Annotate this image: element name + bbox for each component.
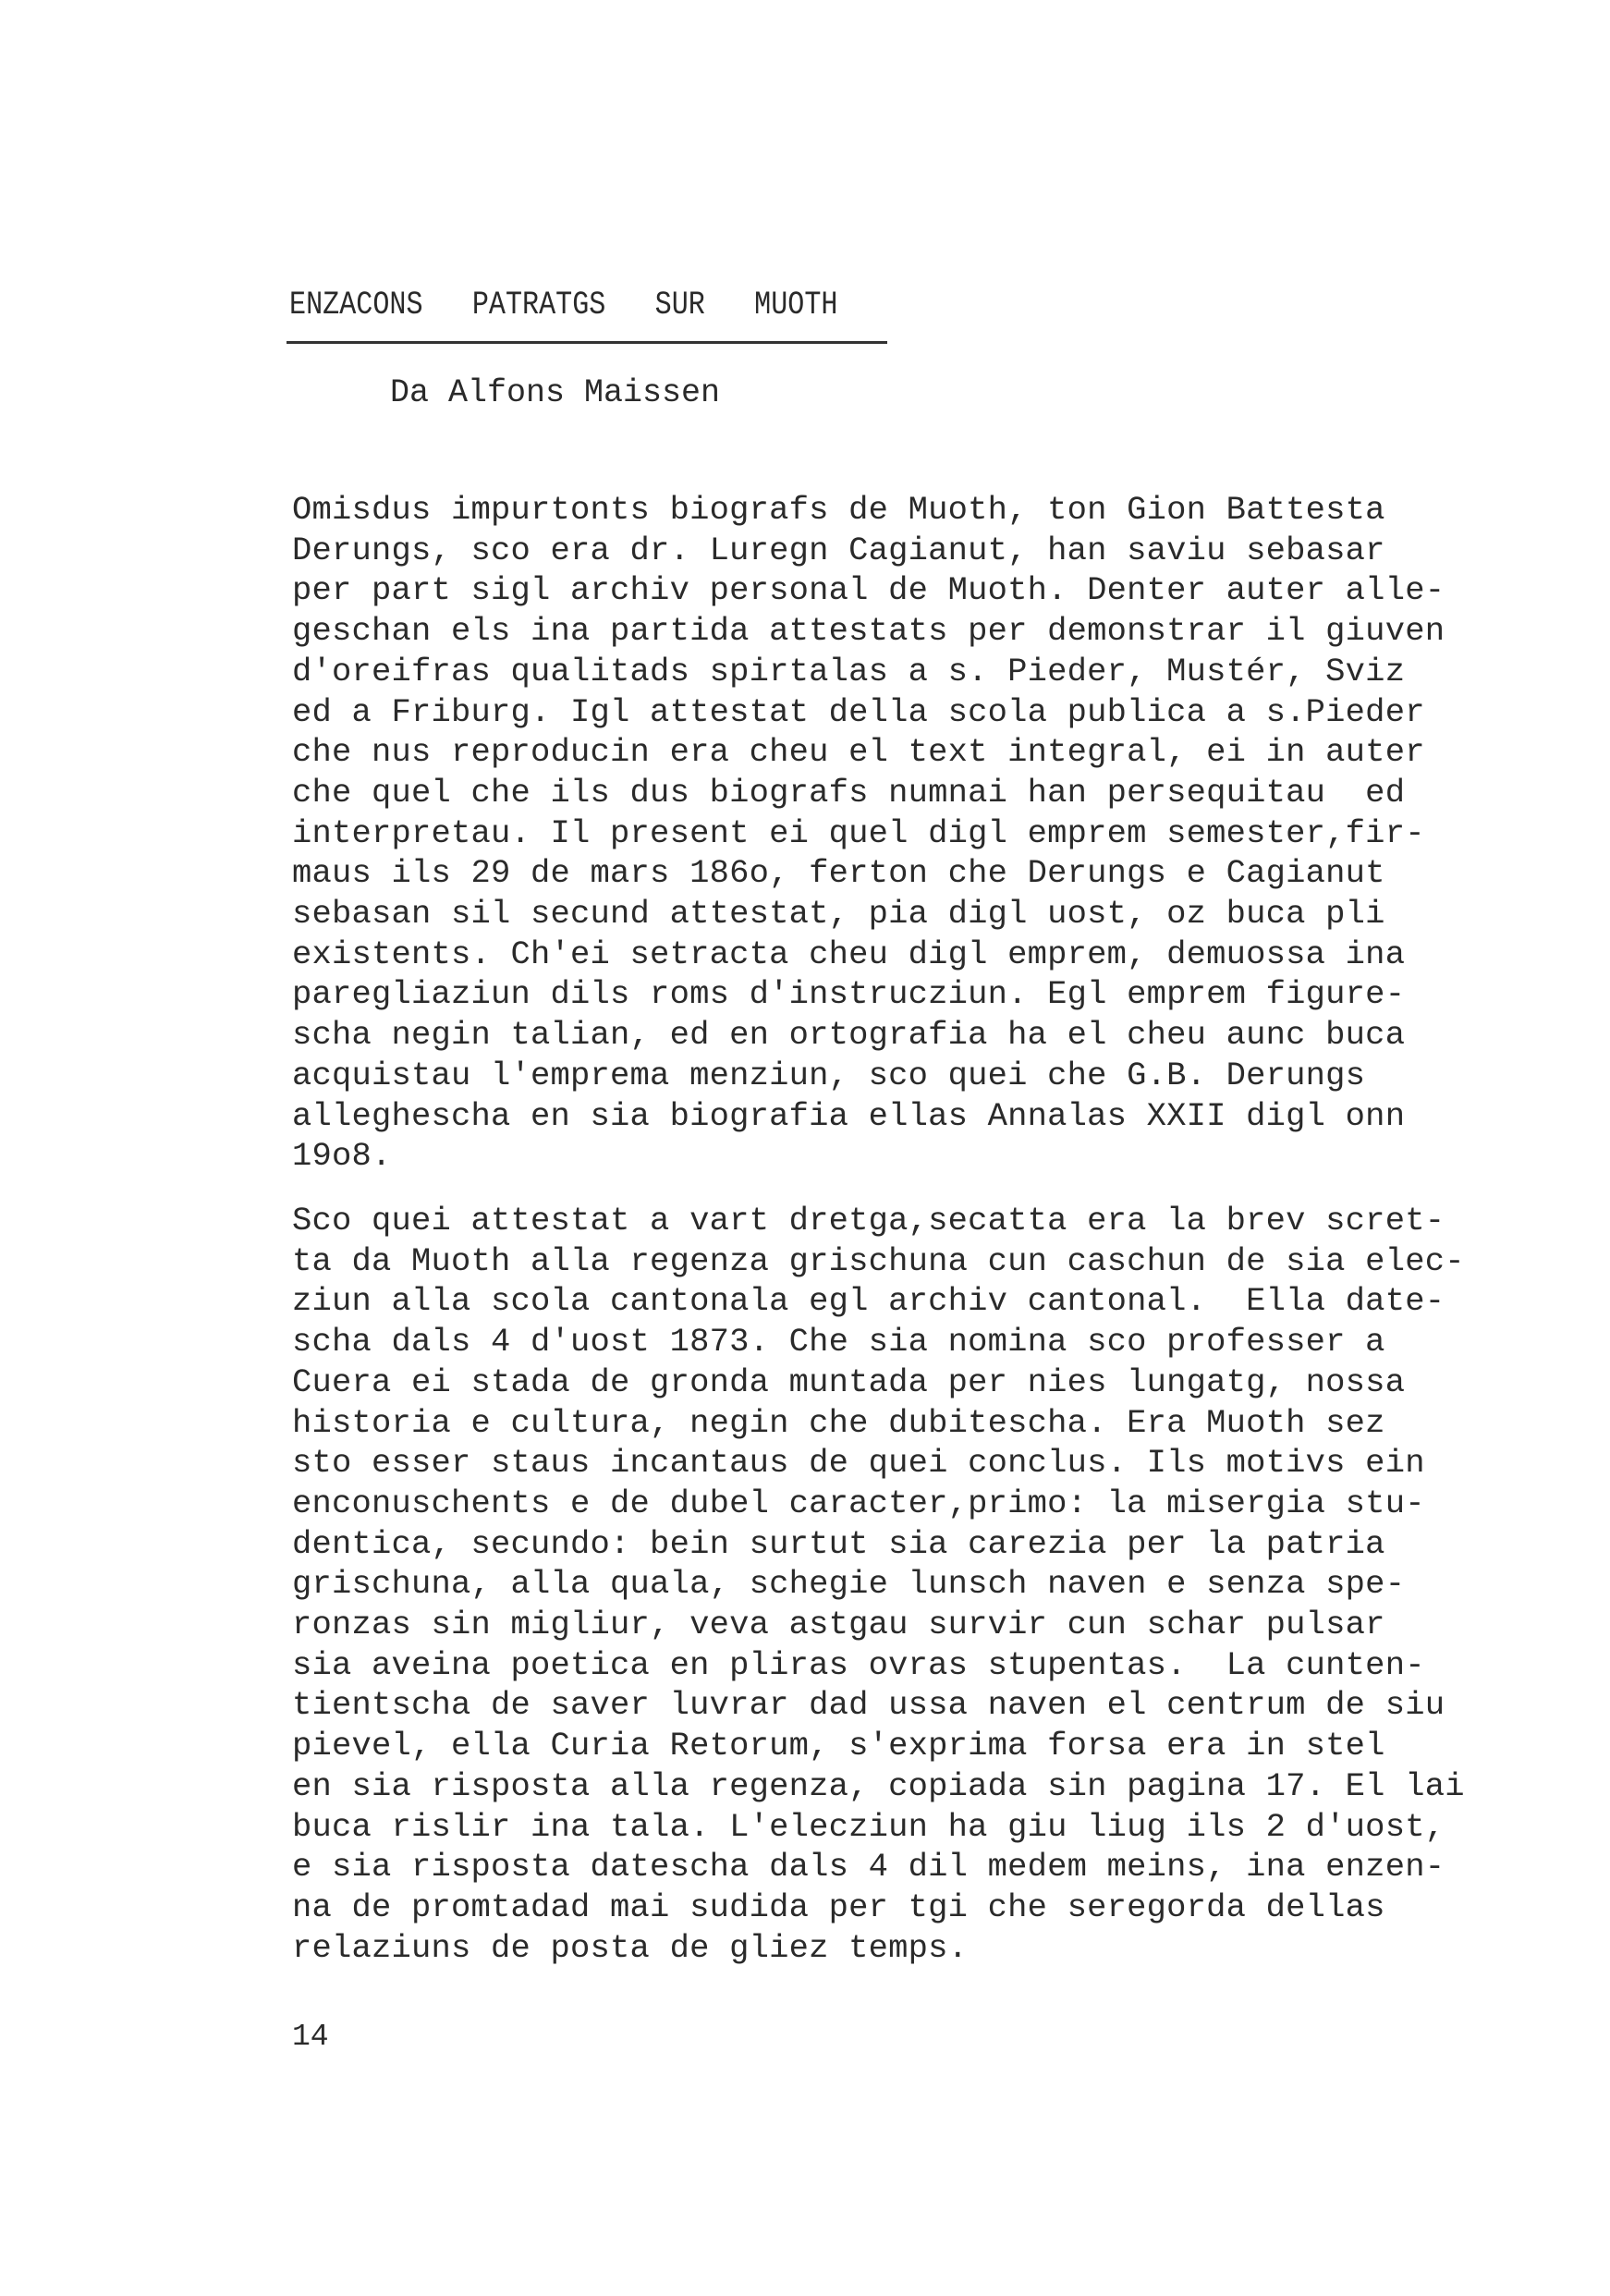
body-paragraph-1: Omisdus impurtonts biografs de Muoth, ton Gion Battesta Derungs, sco era dr. Luregn Cagianut, han saviu sebasar per part sigl archiv personal de Muoth. Denter auter alle- geschan els ina partida attestats per demonstrar il giuven d'oreifras qualitads spirtalas a s. Pieder, Mustér, Sviz ed a Friburg. Igl attestat della scola publica a s.Pieder che nus reproducin era cheu el text integral, ei in auter che quel che ils dus biografs numnai han persequitau ed interpretau. Il present ei quel digl emprem semester,fir- maus ils 29 de mars 186o, ferton che Derungs e Cagianut sebasan sil secund attestat, pia digl uost, oz buca pli existents. Ch'ei setracta cheu digl emprem, demuossa ina paregliaziun dils roms d'instrucziun. Egl emprem figure- scha negin talian, ed en ortografia ha el cheu aunc buca acquistau l'emprema menziun, sco quei che G.B. Derungs alleghescha en sia biografia ellas Annalas XXII digl onn 19o8. xyxy=(292,491,1445,1176)
page-number: 14 xyxy=(292,2020,329,2054)
article-author: Da Alfons Maissen xyxy=(390,374,721,411)
title-underline xyxy=(287,341,887,344)
body-paragraph-2: Sco quei attestat a vart dretga,secatta era la brev scret- ta da Muoth alla regenza grischuna cun caschun de sia elec- ziun alla scola cantonala egl archiv cantonal. Ella date- scha dals 4 d'uost 1873. Che sia nomina sco professer a Cuera ei stada de gronda muntada per nies lungatg, nossa historia e cultura, negin che dubitescha. Era Muoth sez sto esser staus incantaus de quei conclus. Ils motivs ein enconuschents e de dubel caracter,primo: la misergia stu- dentica, secundo: bein surtut sia carezia per la patria grischuna, alla quala, schegie lunsch naven e senza spe- ronzas sin migliur, veva astgau survir cun schar pulsar sia aveina poetica en pliras ovras stupentas. La cunten- tientscha de saver luvrar dad ussa naven el centrum de siu pievel, ella Curia Retorum, s'exprima forsa era in stel en sia risposta alla regenza, copiada sin pagina 17. El lai buca rislir ina tala. L'elecziun ha giu liug ils 2 d'uost, e sia risposta datescha dals 4 dil medem meins, ina enzen- na de promtadad mai sudida per tgi che seregorda dellas relaziuns de posta de gliez temps. xyxy=(292,1202,1465,1967)
article-title: ENZACONS PATRATGS SUR MUOTH xyxy=(289,287,838,324)
